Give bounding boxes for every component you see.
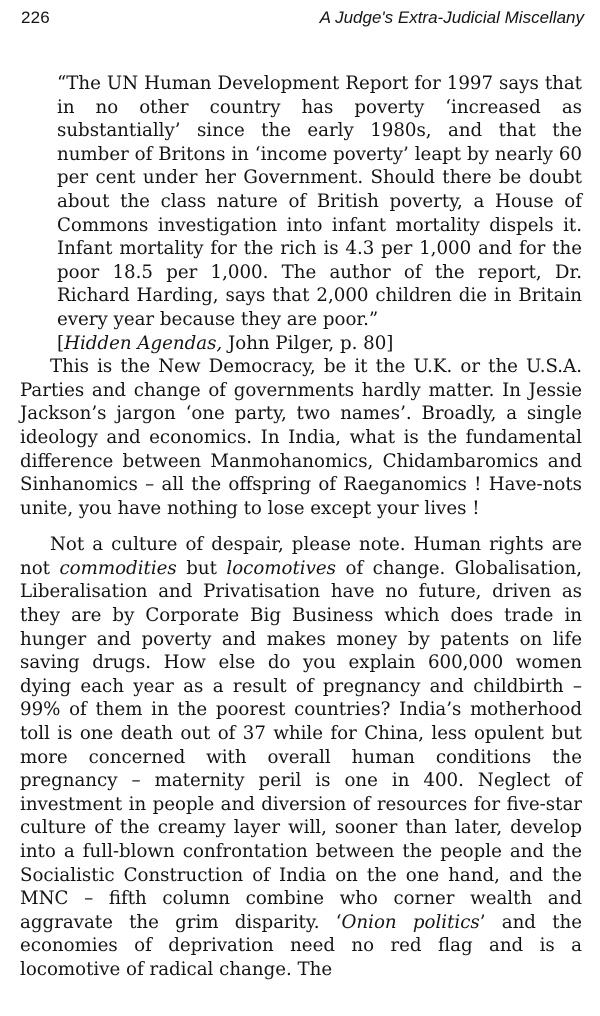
paragraph-human-rights <box>20 533 582 981</box>
emphasis-commodities: commodities <box>59 557 177 579</box>
paragraph-2-text-2: but <box>176 557 227 579</box>
paragraph-2-text-1: Not a culture of despair, please note. Human rights are not <box>20 534 582 579</box>
paragraph-new-democracy: This is the New Democracy, be it the U.K. or the U.S.A. Parties and change of governments hardly matter. In Jessie Jackson’s jargon ‘one party, two names’. Broadly, a single ideology and economics. In India, what is the fundamental difference between Manmohanomics, Chidambaromics and Sinhanomics – all the offspring of Raeganomics ! Have-nots unite, you have nothing to lose except your lives ! <box>20 356 582 519</box>
running-title: A Judge's Extra-Judicial Miscellany <box>319 8 584 27</box>
citation-open-bracket: [ <box>57 332 65 354</box>
page-header <box>21 8 584 38</box>
page-body <box>20 72 582 995</box>
quote-citation <box>57 332 582 356</box>
citation-source-title: Hidden Agendas, <box>64 332 223 354</box>
paragraph-2-text-3: of change. Globalisation, Liberalisation and Privatisation have no future, driven as they are by Corporate Big Business which does trade in hunger and poverty and makes money by patents on life saving drugs. How else do you explain 600,000 women dying each year as a result of pregnancy and childbirth – 99% of them in the poorest countries? India’s motherhood toll is one death out of 37 while for China, less opulent but more concerned with overall human conditions the pregnancy – maternity peril is one in 400. Neglect of investment in people and diversion of resources for five-star culture of the creamy layer will, sooner than later, develop into a full-blown confrontation between the people and the Socialistic Construction of India on the one hand, and the MNC – fifth column combine who corner wealth and aggravate the grim disparity. ‘ <box>20 557 582 933</box>
citation-author-page: John Pilger, p. 80] <box>222 332 394 354</box>
block-quote <box>57 72 582 355</box>
emphasis-locomotives: locomotives <box>226 557 336 579</box>
page-number: 226 <box>21 8 50 27</box>
emphasis-onion-politics: Onion politics <box>341 911 480 933</box>
paragraph-2-text-4: ’ and the economies of deprivation need no red flag and is a locomotive of radical change. The <box>20 911 582 980</box>
quote-text: “The UN Human Development Report for 1997 says that in no other country has poverty ‘increased as substantially’ since the early 1980s, and that the number of Britons in ‘income poverty’ leapt by nearly 60 per cent under her Government. Should there be doubt about the class nature of British poverty, a House of Commons investigation into infant mortality dispels it. Infant mortality for the rich is 4.3 per 1,000 and for the poor 18.5 per 1,000. The author of the report, Dr. Richard Harding, says that 2,000 children die in Britain every year because they are poor.” <box>57 73 582 330</box>
